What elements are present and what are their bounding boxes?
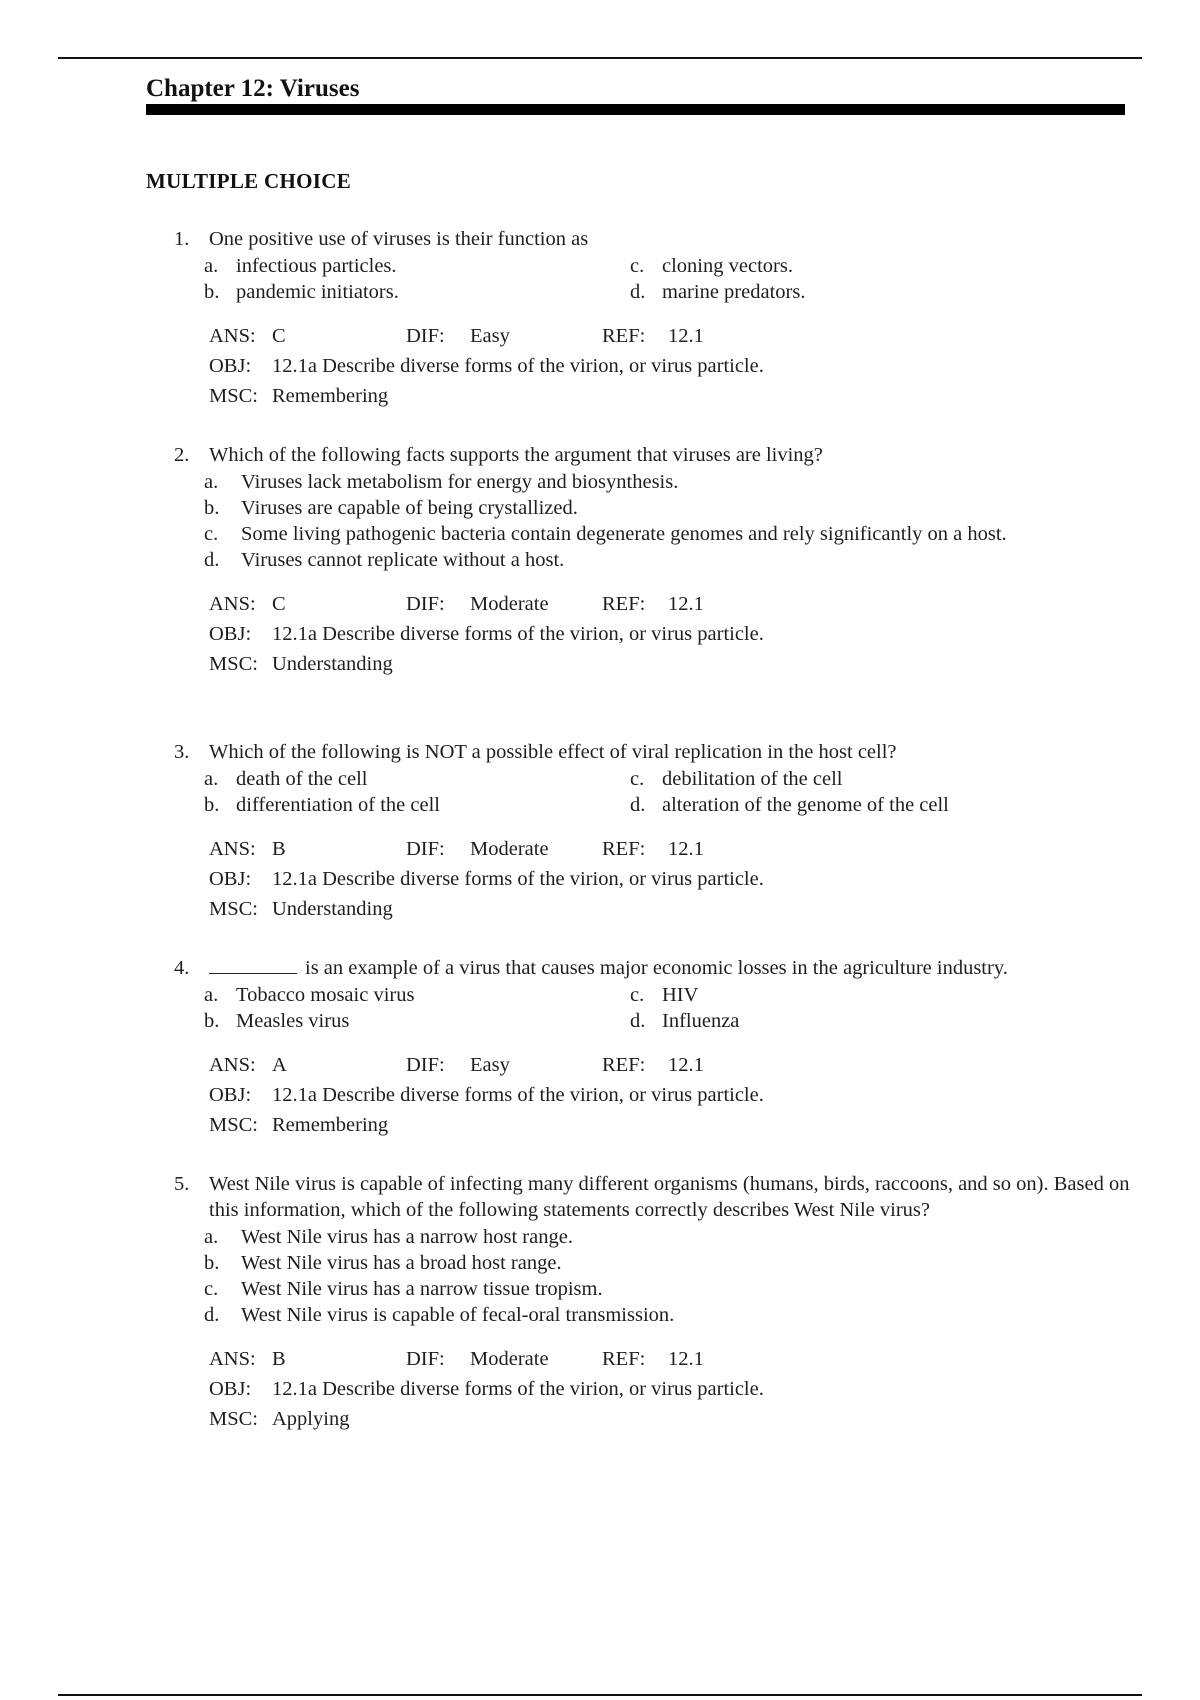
- choices: [146, 982, 1136, 1034]
- dif-label: DIF:: [406, 1348, 445, 1370]
- bottom-rule: [58, 1694, 1142, 1696]
- choices: [146, 469, 1136, 573]
- choice-a: [204, 982, 414, 1008]
- choice-text: Influenza: [662, 1010, 740, 1032]
- dif-value: Moderate: [470, 593, 549, 615]
- obj-label: OBJ:: [209, 868, 252, 890]
- obj-value: 12.1a Describe diverse forms of the virion, or virus particle.: [272, 1378, 764, 1400]
- choice-a: [146, 1224, 1136, 1250]
- choice-letter: c.: [204, 523, 219, 545]
- choice-d: [630, 792, 949, 818]
- choice-b: [204, 1008, 349, 1034]
- answer-meta: [209, 591, 1136, 677]
- answer-meta: [209, 1346, 1136, 1432]
- choice-b: [146, 1250, 1136, 1276]
- choice-letter: a.: [204, 768, 219, 790]
- dif-label: DIF:: [406, 1054, 445, 1076]
- msc-value: Remembering: [272, 385, 389, 407]
- choice-letter: b.: [204, 497, 220, 519]
- choice-a: [204, 253, 397, 279]
- question-number: 5.: [174, 1173, 190, 1195]
- ans-value: A: [272, 1054, 287, 1076]
- question-text: Which of the following is NOT a possible effect of viral replication in the host cell?: [209, 741, 897, 763]
- ref-label: REF:: [602, 1348, 646, 1370]
- msc-value: Understanding: [272, 898, 393, 920]
- dif-label: DIF:: [406, 838, 445, 860]
- choice-d: [630, 279, 805, 305]
- answer-meta: [209, 836, 1136, 922]
- dif-value: Easy: [470, 325, 510, 347]
- choice-letter: a.: [204, 1226, 219, 1248]
- choice-d: [630, 1008, 739, 1034]
- choice-text: death of the cell: [236, 768, 368, 790]
- choice-d: [146, 547, 1136, 573]
- question-4: [146, 955, 1136, 1138]
- choice-text: alteration of the genome of the cell: [662, 794, 949, 816]
- question-stem: [146, 1171, 1136, 1223]
- choice-letter: d.: [630, 794, 646, 816]
- ref-label: REF:: [602, 1054, 646, 1076]
- obj-value: 12.1a Describe diverse forms of the virion, or virus particle.: [272, 355, 764, 377]
- choice-text: West Nile virus has a narrow tissue tropism.: [241, 1278, 603, 1300]
- choice-d: [146, 1302, 1136, 1328]
- ref-value: 12.1: [668, 325, 704, 347]
- choice-text: pandemic initiators.: [236, 281, 399, 303]
- question-number: 1.: [174, 228, 190, 250]
- choice-text: Measles virus: [236, 1010, 350, 1032]
- choice-b: [204, 279, 399, 305]
- ans-label: ANS:: [209, 838, 256, 860]
- dif-value: Moderate: [470, 1348, 549, 1370]
- top-rule: [58, 57, 1142, 59]
- msc-label: MSC:: [209, 898, 258, 920]
- msc-value: Understanding: [272, 653, 393, 675]
- ref-label: REF:: [602, 593, 646, 615]
- ref-value: 12.1: [668, 593, 704, 615]
- dif-value: Easy: [470, 1054, 510, 1076]
- choice-c: [630, 253, 793, 279]
- choice-text: differentiation of the cell: [236, 794, 440, 816]
- ref-label: REF:: [602, 325, 646, 347]
- choice-letter: c.: [630, 255, 645, 277]
- choice-letter: b.: [204, 794, 220, 816]
- choice-letter: b.: [204, 1252, 220, 1274]
- choice-c: [630, 982, 698, 1008]
- question-text: One positive use of viruses is their function as: [209, 228, 589, 250]
- obj-label: OBJ:: [209, 1378, 252, 1400]
- question-number: 2.: [174, 444, 190, 466]
- ref-value: 12.1: [668, 1054, 704, 1076]
- dif-label: DIF:: [406, 593, 445, 615]
- question-1: [146, 226, 1136, 409]
- choice-text: West Nile virus has a broad host range.: [241, 1252, 562, 1274]
- obj-label: OBJ:: [209, 623, 252, 645]
- question-2: [146, 442, 1136, 677]
- choice-text: Viruses cannot replicate without a host.: [241, 549, 565, 571]
- choice-text: Tobacco mosaic virus: [236, 984, 415, 1006]
- choice-text: Viruses are capable of being crystallized.: [241, 497, 578, 519]
- ans-value: B: [272, 1348, 286, 1370]
- choice-text: West Nile virus has a narrow host range.: [241, 1226, 573, 1248]
- choice-letter: d.: [630, 1010, 646, 1032]
- choices: [146, 766, 1136, 818]
- choice-c: [146, 521, 1079, 547]
- choice-c: [146, 1276, 1136, 1302]
- question-stem: [146, 442, 1136, 468]
- msc-value: Applying: [272, 1408, 350, 1430]
- msc-label: MSC:: [209, 1408, 258, 1430]
- choice-letter: a.: [204, 984, 219, 1006]
- choice-text: cloning vectors.: [662, 255, 793, 277]
- choices: [146, 1224, 1136, 1328]
- choice-letter: b.: [204, 281, 220, 303]
- choice-text: infectious particles.: [236, 255, 397, 277]
- dif-label: DIF:: [406, 325, 445, 347]
- choice-letter: d.: [204, 549, 220, 571]
- choice-c: [630, 766, 842, 792]
- obj-label: OBJ:: [209, 1084, 252, 1106]
- question-3: [146, 739, 1136, 922]
- choice-text: West Nile virus is capable of fecal-oral transmission.: [241, 1304, 675, 1326]
- ans-label: ANS:: [209, 1348, 256, 1370]
- title-bar: [146, 104, 1125, 115]
- question-5: [146, 1171, 1136, 1432]
- choice-letter: c.: [630, 984, 645, 1006]
- obj-value: 12.1a Describe diverse forms of the virion, or virus particle.: [272, 868, 764, 890]
- question-stem: [146, 955, 1136, 981]
- choice-letter: a.: [204, 255, 219, 277]
- question-stem: [146, 739, 1136, 765]
- answer-meta: [209, 323, 1136, 409]
- choice-a: [204, 766, 367, 792]
- choice-b: [204, 792, 440, 818]
- msc-label: MSC:: [209, 653, 258, 675]
- choice-b: [146, 495, 1136, 521]
- section-title: MULTIPLE CHOICE: [146, 169, 352, 193]
- question-text: is an example of a virus that causes major economic losses in the agriculture industry.: [305, 957, 1008, 979]
- question-number: 3.: [174, 741, 190, 763]
- choices: [146, 253, 1136, 305]
- obj-value: 12.1a Describe diverse forms of the virion, or virus particle.: [272, 623, 764, 645]
- choice-letter: c.: [204, 1278, 219, 1300]
- msc-label: MSC:: [209, 1114, 258, 1136]
- choice-letter: c.: [630, 768, 645, 790]
- question-stem: [146, 226, 1136, 252]
- ans-value: C: [272, 593, 286, 615]
- choice-letter: d.: [630, 281, 646, 303]
- choice-text: HIV: [662, 984, 699, 1006]
- ans-label: ANS:: [209, 593, 256, 615]
- msc-value: Remembering: [272, 1114, 389, 1136]
- obj-value: 12.1a Describe diverse forms of the virion, or virus particle.: [272, 1084, 764, 1106]
- ans-label: ANS:: [209, 1054, 256, 1076]
- question-text: Which of the following facts supports the argument that viruses are living?: [209, 444, 823, 466]
- question-text: West Nile virus is capable of infecting many different organisms (humans, birds, raccoons, and so on). Based on this information, which of the following statements correctly describes West Nile virus?: [209, 1173, 1130, 1221]
- choice-text: debilitation of the cell: [662, 768, 843, 790]
- chapter-title: Chapter 12: Viruses: [146, 75, 360, 102]
- question-number: 4.: [174, 957, 190, 979]
- ref-value: 12.1: [668, 838, 704, 860]
- msc-label: MSC:: [209, 385, 258, 407]
- obj-label: OBJ:: [209, 355, 252, 377]
- choice-letter: d.: [204, 1304, 220, 1326]
- ans-value: C: [272, 325, 286, 347]
- ref-label: REF:: [602, 838, 646, 860]
- ref-value: 12.1: [668, 1348, 704, 1370]
- ans-value: B: [272, 838, 286, 860]
- choice-text: Viruses lack metabolism for energy and biosynthesis.: [241, 471, 679, 493]
- dif-value: Moderate: [470, 838, 549, 860]
- answer-meta: [209, 1052, 1136, 1138]
- choice-text: marine predators.: [662, 281, 806, 303]
- choice-letter: a.: [204, 471, 219, 493]
- choice-text: Some living pathogenic bacteria contain degenerate genomes and rely significantly on a host.: [241, 523, 1007, 545]
- choice-a: [146, 469, 1136, 495]
- fill-in-blank: [209, 955, 297, 974]
- choice-letter: b.: [204, 1010, 220, 1032]
- ans-label: ANS:: [209, 325, 256, 347]
